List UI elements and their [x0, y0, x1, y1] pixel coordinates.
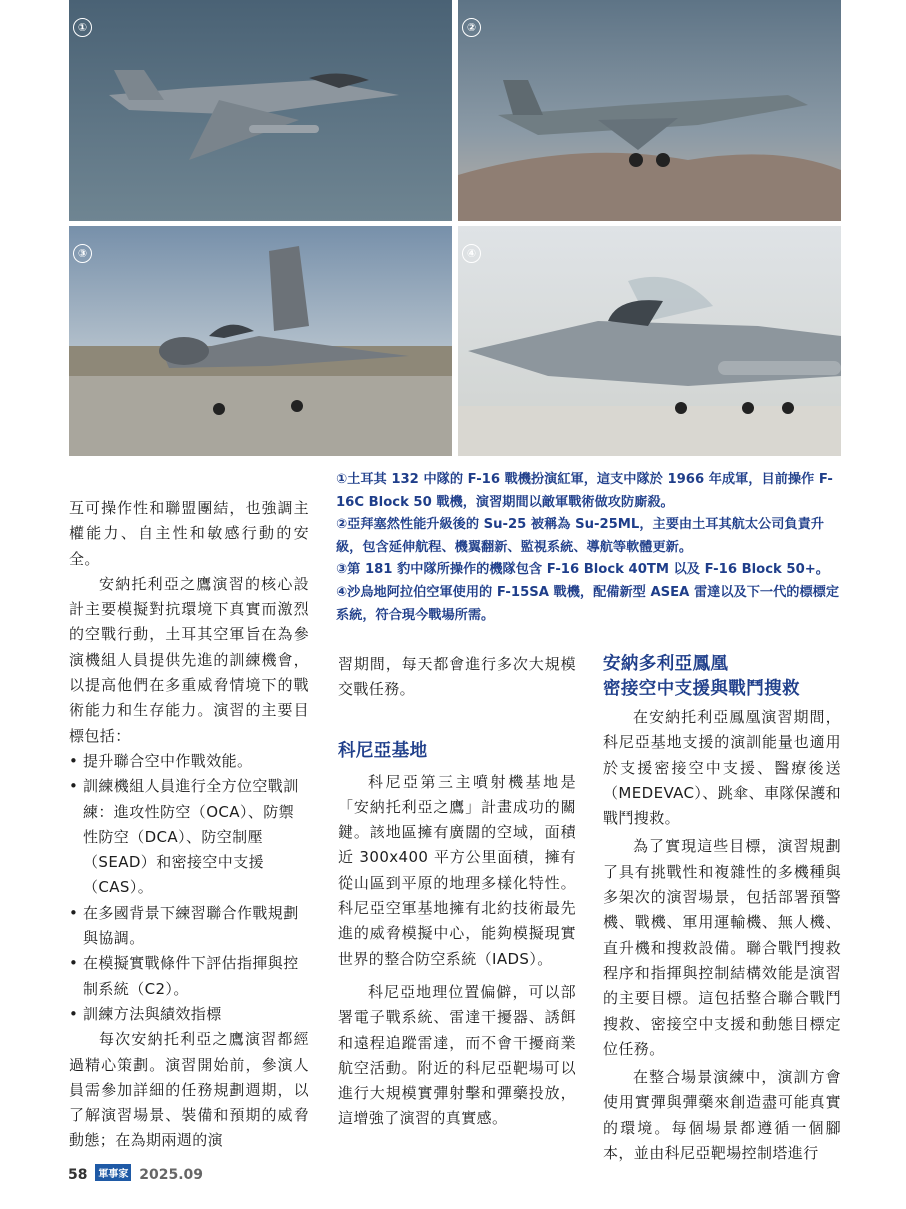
caption-4: ④沙烏地阿拉伯空軍使用的 F-15SA 戰機，配備新型 ASEA 雷達以及下一代的標標定系統，符合現今戰場所需。: [336, 584, 840, 623]
photo-number: ③: [73, 244, 92, 263]
photo-f15sa: [458, 226, 841, 456]
paragraph: 每次安納托利亞之鷹演習都經過精心策劃。演習開始前，參演人員需參加詳細的任務規劃週期，以了解演習場景、裝備和預期的威脅動態；在為期兩週的演: [69, 1030, 309, 1150]
paragraph: 在整合場景演練中，演訓方會使用實彈與彈藥來創造盡可能真實的環境。每個場景都遵循一個腳本，並由科尼亞靶場控制塔進行: [603, 1068, 841, 1163]
section-heading-phoenix-sub: 密接空中支援與戰鬥搜救: [603, 679, 800, 699]
caption-3: ③第 181 豹中隊所操作的機隊包含 F-16 Block 40TM 以及 F-16 Block 50+。: [336, 562, 829, 578]
caption-1: ①土耳其 132 中隊的 F-16 戰機扮演紅軍，這支中隊於 1966 年成軍，目前操作 F-16C Block 50 戰機，演習期間以敵軍戰術做攻防廝殺。: [336, 472, 833, 510]
photo-su25: [458, 0, 841, 221]
page-footer: [68, 1164, 203, 1183]
page-number: 58: [68, 1167, 88, 1183]
photo-number: ②: [462, 18, 481, 37]
text-column-2: [338, 652, 576, 1132]
section-heading-konya: 科尼亞基地: [338, 740, 428, 761]
paragraph: 安納托利亞之鷹演習的核心設計主要模擬對抗環境下真實而激烈的空戰行動，土耳其空軍旨在為參演機組人員提供先進的訓練機會，以提高他們在多重威脅情境下的戰術能力和生存能力。演習的主要目標包括：: [69, 574, 309, 745]
photo-captions: [336, 469, 842, 627]
photo-f16-taxi: [69, 226, 452, 456]
objective-list: [69, 749, 309, 1027]
text-column-1: [69, 496, 309, 1154]
text-column-3: [603, 652, 841, 1166]
list-item: • 在模擬實戰條件下評估指揮與控制系統（C2）。: [69, 951, 309, 1002]
photo-number: ①: [73, 18, 92, 37]
list-item: • 提升聯合空中作戰效能。: [69, 749, 309, 774]
paragraph: 在安納托利亞鳳凰演習期間，科尼亞基地支援的演訓能量也適用於支援密接空中支援、醫療後送（MEDEVAC）、跳傘、車隊保護和戰鬥搜救。: [603, 708, 841, 828]
caption-2: ②亞拜塞然性能升級後的 Su-25 被稱為 Su-25ML，主要由土耳其航太公司負責升級，包含延伸航程、機翼翻新、監視系統、導航等軟體更新。: [336, 517, 824, 555]
list-item: • 訓練方法與績效指標: [69, 1002, 309, 1027]
paragraph: 為了實現這些目標，演習規劃了具有挑戰性和複雜性的多機種與多架次的演習場景，包括部署預警機、戰機、軍用運輸機、無人機、直升機和搜救設備。聯合戰鬥搜救程序和指揮與控制結構效能是演習的主要目標。這包括整合聯合戰鬥搜救、密接空中支援和動態目標定位任務。: [603, 837, 841, 1058]
list-item: • 訓練機組人員進行全方位空戰訓練：進攻性防空（OCA）、防禦性防空（DCA）、防空制壓（SEAD）和密接空中支援（CAS）。: [69, 774, 309, 900]
issue-date: 2025.09: [139, 1167, 203, 1183]
photo-number: ④: [462, 244, 481, 263]
photo-f16-turkish: [69, 0, 452, 221]
paragraph: 習期間，每天都會進行多次大規模交戰任務。: [338, 655, 576, 699]
list-item: • 在多國背景下練習聯合作戰規劃與協調。: [69, 901, 309, 952]
paragraph: 科尼亞第三主噴射機基地是「安納托利亞之鷹」計畫成功的關鍵。該地區擁有廣闊的空域，面積近 300x400 平方公里面積，擁有從山區到平原的地理多樣化特性。科尼亞空軍基地擁有北約技術最先進的威脅模擬中心，能夠模擬現實世界的整合防空系統（IADS）。: [338, 772, 576, 968]
section-heading-phoenix: 安納多利亞鳳凰: [603, 654, 729, 674]
paragraph: 互可操作性和聯盟團結，也強調主權能力、自主性和敏感行動的安全。: [69, 499, 309, 568]
magazine-logo: 軍事家: [95, 1164, 131, 1181]
paragraph: 科尼亞地理位置偏僻，可以部署電子戰系統、雷達干擾器、誘餌和遠程追蹤雷達，而不會干擾商業航空活動。附近的科尼亞靶場可以進行大規模實彈射擊和彈藥投放，這增強了演習的真實感。: [338, 982, 576, 1128]
